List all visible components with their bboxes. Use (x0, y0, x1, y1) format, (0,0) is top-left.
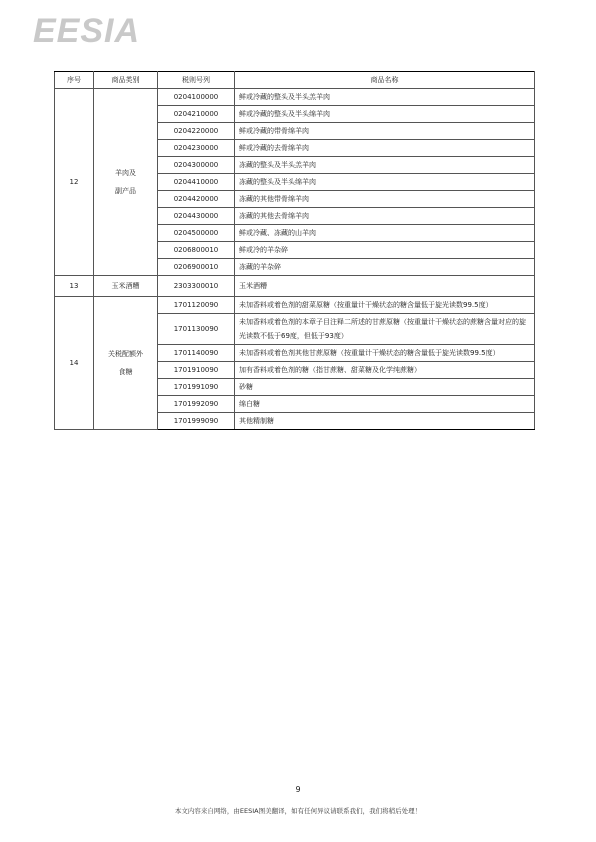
tariff-code-cell: 1701991090 (158, 379, 235, 396)
tariff-code-cell: 1701120090 (158, 297, 235, 314)
product-name-cell: 绵白糖 (235, 396, 535, 413)
tariff-code-cell: 0206800010 (158, 242, 235, 259)
header-product-name: 商品名称 (235, 72, 535, 89)
table-header-row (55, 72, 535, 89)
tariff-code-cell: 1701999090 (158, 413, 235, 430)
tariff-code-cell: 1701130090 (158, 314, 235, 345)
header-category: 商品类别 (94, 72, 158, 89)
category-cell: 关税配额外 食糖 (94, 297, 158, 430)
tariff-code-cell: 0204300000 (158, 157, 235, 174)
product-name-cell: 冻藏的其他去骨绵羊肉 (235, 208, 535, 225)
tariff-code-cell: 0204420000 (158, 191, 235, 208)
tariff-code-cell: 0204430000 (158, 208, 235, 225)
product-name-cell: 冻藏的其他带骨绵羊肉 (235, 191, 535, 208)
product-name-cell: 未加香料或着色剂其他甘蔗原糖（按重量计干燥状态的糖含量低于旋光读数99.5度） (235, 345, 535, 362)
seq-cell: 13 (55, 276, 94, 297)
product-name-cell: 未加香料或着色剂的甜菜原糖（按重量计干燥状态的糖含量低于旋光读数99.5度） (235, 297, 535, 314)
eesia-logo: EESIA (33, 12, 141, 50)
header-tariff-code: 税则号列 (158, 72, 235, 89)
footer-disclaimer: 本文内容来自网络，由EESIA图美翻译，如有任何异议请联系我们，我们将稍后处理！ (174, 807, 422, 815)
table-row (55, 297, 535, 314)
commodity-table (54, 71, 535, 430)
page-number: 9 (295, 785, 301, 794)
header-seq: 序号 (55, 72, 94, 89)
tariff-code-cell: 0204230000 (158, 140, 235, 157)
tariff-code-cell: 0204100000 (158, 89, 235, 106)
product-name-cell: 砂糖 (235, 379, 535, 396)
product-name-cell: 加有香料或着色剂的糖（指甘蔗糖、甜菜糖及化学纯蔗糖） (235, 362, 535, 379)
product-name-cell: 冻藏的整头及半头羔羊肉 (235, 157, 535, 174)
tariff-code-cell: 2303300010 (158, 276, 235, 297)
product-name-cell: 未加香料或着色剂的本章子目注释二所述的甘蔗原糖（按重量计干燥状态的蔗糖含量对应的旋光读数不低于69度，但低于93度） (235, 314, 535, 345)
product-name-cell: 冻藏的羊杂碎 (235, 259, 535, 276)
product-name-cell: 鲜或冷藏、冻藏的山羊肉 (235, 225, 535, 242)
tariff-code-cell: 1701910090 (158, 362, 235, 379)
product-name-cell: 冻藏的整头及半头绵羊肉 (235, 174, 535, 191)
product-name-cell: 鲜或冷藏的带骨绵羊肉 (235, 123, 535, 140)
product-name-cell: 鲜或冷的羊杂碎 (235, 242, 535, 259)
tariff-code-cell: 0204410000 (158, 174, 235, 191)
tariff-code-cell: 0204500000 (158, 225, 235, 242)
tariff-code-cell: 1701140090 (158, 345, 235, 362)
category-cell: 玉米酒糟 (94, 276, 158, 297)
table-body (55, 89, 535, 430)
table-row (55, 89, 535, 106)
tariff-code-cell: 1701992090 (158, 396, 235, 413)
product-name-cell: 鲜或冷藏的去骨绵羊肉 (235, 140, 535, 157)
seq-cell: 14 (55, 297, 94, 430)
category-cell: 羊肉及 副产品 (94, 89, 158, 276)
product-name-cell: 鲜或冷藏的整头及半头羔羊肉 (235, 89, 535, 106)
product-name-cell: 玉米酒糟 (235, 276, 535, 297)
table-row (55, 276, 535, 297)
seq-cell: 12 (55, 89, 94, 276)
tariff-code-cell: 0206900010 (158, 259, 235, 276)
product-name-cell: 鲜或冷藏的整头及半头绵羊肉 (235, 106, 535, 123)
product-name-cell: 其他精制糖 (235, 413, 535, 430)
tariff-code-cell: 0204210000 (158, 106, 235, 123)
tariff-code-cell: 0204220000 (158, 123, 235, 140)
